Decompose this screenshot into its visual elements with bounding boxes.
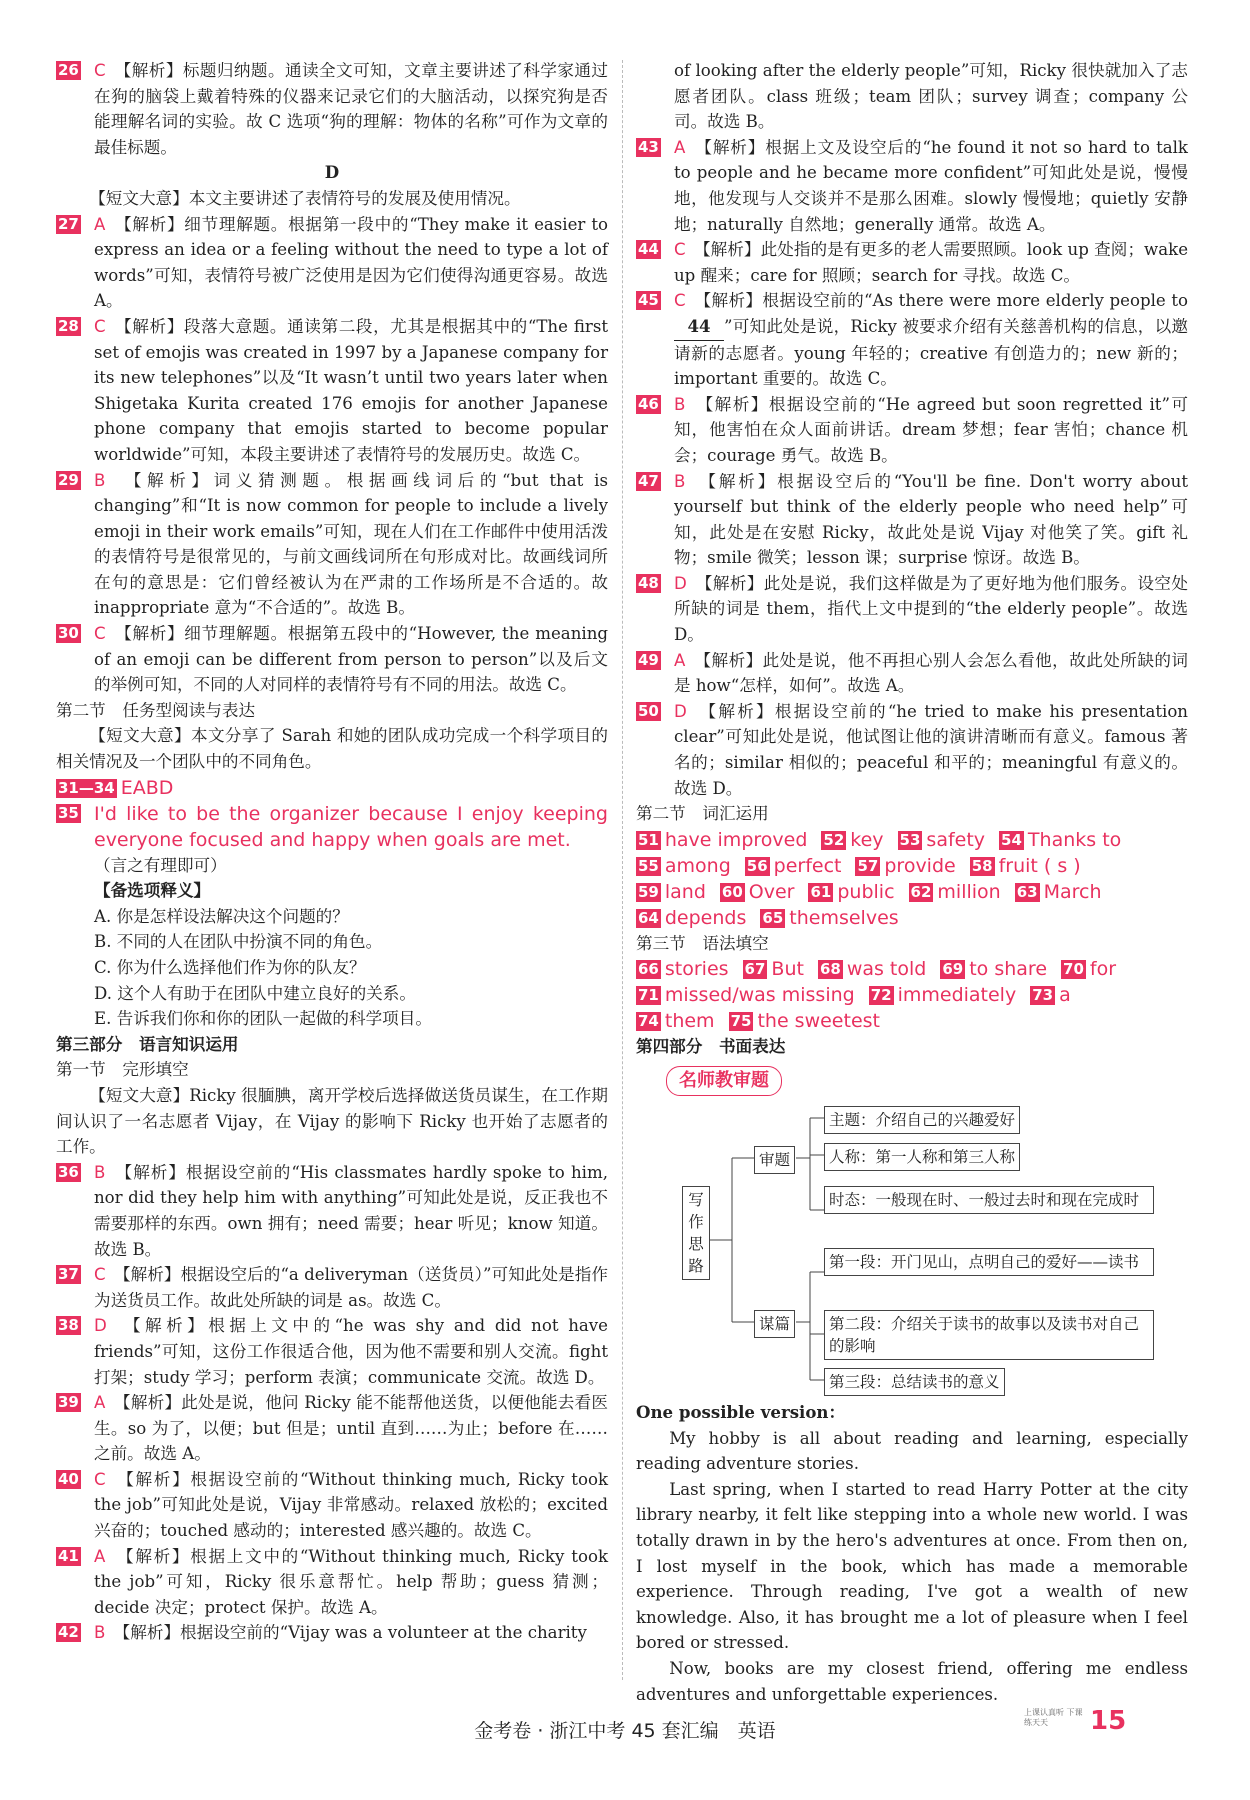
answer-43 [636, 135, 1188, 237]
answer-29 [56, 468, 608, 622]
answer-item [720, 881, 795, 903]
answer-item [970, 855, 1081, 877]
answer-letter: B [94, 470, 106, 490]
answer-letter: A [674, 137, 686, 157]
question-number: 53 [899, 830, 921, 849]
answer-text: EABD [120, 776, 174, 799]
question-number: 55 [638, 856, 659, 875]
answer-letter: B [674, 471, 686, 491]
answer-explanation: 【解析】此处指的是有更多的老人需要照顾。look up 查阅；wake up 醒来；care for 照顾；search for 寻找。故选 C。 [674, 240, 1189, 285]
answer-letter: C [674, 291, 686, 311]
question-number: 71 [638, 986, 659, 1005]
answer-row [636, 827, 1188, 853]
answer-item [855, 855, 955, 877]
answer-text: safety [926, 828, 986, 851]
answer-text: key [850, 828, 884, 851]
essay-paragraph-1: My hobby is all about reading and learning, especially reading adventure stories. [636, 1428, 1188, 1474]
answer-explanation: 【解析】根据设空前的“Vijay was a volunteer at the charity [121, 1623, 587, 1643]
part-heading: 第三部分 语言知识运用 [56, 1033, 239, 1054]
answer-text: was told [846, 958, 927, 981]
section-heading: 第一节 完形填空 [56, 1060, 189, 1080]
answer-item [869, 984, 1017, 1006]
question-number: 58 [971, 856, 993, 875]
option-item: D. 这个人有助于在团队中建立良好的关系。 [94, 983, 416, 1003]
answer-letter: C [94, 1469, 106, 1489]
answer-48 [636, 571, 1188, 648]
answer-letter: A [94, 214, 106, 234]
answer-text: Over [748, 880, 795, 903]
question-number: 63 [1016, 882, 1038, 901]
question-number: 67 [744, 960, 766, 979]
section-heading: 第二节 任务型阅读与表达 [56, 700, 256, 720]
writing-mindmap [636, 1100, 1188, 1400]
question-number: 50 [638, 701, 659, 720]
answer-explanation: 【解析】根据设空前的“His classmates hardly spoke to him, nor did they help him with anything”可知此处是说，反正我也不需要那样的东西。own 拥有；need 需要；hear 听见；know 知道。故选 B。 [94, 1162, 608, 1259]
answer-text: Thanks to [1027, 828, 1122, 851]
answer-text: a [1059, 984, 1071, 1007]
answer-item [909, 881, 1001, 903]
right-column [636, 58, 1188, 1707]
question-number: 27 [58, 214, 79, 233]
question-number: 60 [721, 882, 743, 901]
answer-explanation: 【解析】根据上文中的“he was shy and did not have friends”可知，这份工作很适合他，因为他不需要和别人交流。fight 打架；study 学习；perform 表演；communicate 交流。故选 D。 [94, 1316, 608, 1387]
answer-47 [636, 469, 1188, 571]
question-number: 75 [730, 1012, 752, 1031]
essay-paragraph-3: Now, books are my closest friend, offering me endless adventures and unforgettable experiences. [636, 1658, 1188, 1704]
answer-text: I'd like to be the organizer because I enjoy keeping everyone focused and happy when goals are met. [94, 802, 608, 851]
mindmap-leaf-para2: 第二段：介绍关于读书的故事以及读书对自己的影响 [824, 1310, 1154, 1360]
answer-letter: B [94, 1162, 106, 1182]
question-number: 73 [1032, 986, 1054, 1005]
answer-explanation: 【解析】根据上文及设空后的“he found it not so hard to talk to people and he became more confident”可知此处是说，慢慢地，他发现与人交谈并不是那么困难。slowly 慢慢地；quietly 安静地；naturally 自然地；generally 通常。故选 A。 [674, 137, 1188, 234]
answer-42 [56, 1620, 608, 1646]
question-number: 70 [1063, 960, 1084, 979]
answer-text: among [664, 854, 731, 877]
part-heading: D [324, 162, 340, 183]
question-number: 43 [638, 137, 659, 156]
column-divider [622, 60, 623, 1680]
question-number: 45 [638, 291, 659, 310]
answer-text: missed/was missing [664, 984, 855, 1007]
question-number: 39 [58, 1393, 79, 1412]
answer-38 [56, 1313, 608, 1390]
answer-28 [56, 314, 608, 468]
answer-31-34 [56, 775, 608, 801]
answer-row [636, 982, 1188, 1008]
answer-46 [636, 392, 1188, 469]
answer-explanation: 【解析】根据设空后的“You'll be fine. Don't worry about yourself but think of the elderly people who need help”可知，此处是在安慰 Ricky，故此处是说 Vijay 对他笑了笑。gift 礼物；smile 微笑；lesson 课；surprise 惊讶。故选 B。 [674, 471, 1189, 568]
answer-item [898, 829, 986, 851]
answer-text: immediately [897, 984, 1017, 1007]
question-number: 47 [638, 471, 659, 490]
blank-reference: 44 [674, 314, 724, 341]
answer-text: the sweetest [757, 1010, 880, 1033]
question-number: 54 [1001, 830, 1022, 849]
answer-explanation: 【解析】根据设空后的“a deliveryman（送货员）”可知此处是指作为送货员工作。故此处所缺的词是 as。故选 C。 [94, 1265, 609, 1310]
answer-item [940, 958, 1047, 980]
answer-36 [56, 1160, 608, 1262]
question-number: 74 [638, 1012, 659, 1031]
question-number: 52 [823, 830, 845, 849]
answer-letter: B [674, 394, 686, 414]
question-number: 35 [58, 803, 79, 822]
answer-explanation: 【解析】此处是说，他问 Ricky 能不能帮他送货，以便他能去看医生。so 为了，以便；but 但是；until 直到……为止；before 在……之前。故选 A。 [94, 1393, 608, 1464]
question-number: 40 [58, 1469, 79, 1488]
question-number: 69 [942, 960, 964, 979]
section-heading: 第二节 词汇运用 [636, 804, 769, 824]
answer-explanation: 【解析】细节理解题。根据第一段中的“They make it easier to express an idea or a feeling without the need to type a lot of words”可知，表情符号被广泛使用是因为它们使得沟通更容易。故选 A。 [94, 214, 609, 311]
question-number: 30 [58, 624, 79, 643]
mindmap-leaf-para1: 第一段：开门见山，点明自己的爱好——读书 [824, 1248, 1154, 1276]
options-title: 【备选项释义】 [94, 880, 211, 901]
answer-letter: C [94, 316, 106, 336]
answer-40 [56, 1467, 608, 1544]
mindmap-leaf-person: 人称：第一人称和第三人称 [824, 1143, 1020, 1171]
mindmap-branch-review: 审题 [754, 1146, 795, 1174]
mindmap-leaf-para3: 第三段：总结读书的意义 [824, 1368, 1005, 1396]
answer-45 [636, 288, 1188, 391]
question-number: 59 [638, 882, 659, 901]
mindmap-branch-structure: 谋篇 [754, 1310, 795, 1338]
answer-explanation: 【解析】根据设空前的“Without thinking much, Ricky took the job”可知此处是说，Vijay 非常感动。relaxed 放松的；excited 兴奋的；touched 感动的；interested 感兴趣的。故选 C。 [94, 1469, 609, 1541]
section-heading: 第三节 语法填空 [636, 933, 769, 953]
option-item: E. 告诉我们你和你的团队一起做的科学项目。 [94, 1009, 432, 1029]
answer-item [636, 829, 807, 851]
question-number: 28 [58, 316, 79, 335]
answer-item [1061, 958, 1116, 980]
answer-item [636, 984, 855, 1006]
answer-letter: C [94, 61, 106, 80]
question-number: 26 [58, 61, 79, 79]
answer-text: themselves [789, 906, 899, 929]
question-number: 51 [638, 830, 659, 849]
version-title: One possible version： [636, 1402, 846, 1422]
answer-text: public [837, 880, 895, 903]
grammar-answers [636, 956, 1188, 1034]
answer-explanation: 【解析】标题归纳题。通读全文可知，文章主要讲述了科学家通过在狗的脑袋上戴着特殊的仪器来记录它们的大脑活动，以探究狗是否能理解名词的实验。故 C 选项“狗的理解：物体的名称”可作为文章的最佳标题。 [94, 61, 608, 157]
answer-explanation: ”可知此处是说，Ricky 被要求介绍有关慈善机构的信息，以邀请新的志愿者。young 年轻的；creative 有创造力的；new 新的；important 重要的。故选 C。 [674, 316, 1188, 389]
answer-letter: A [94, 1393, 106, 1413]
question-number: 64 [638, 908, 659, 927]
answer-note: （言之有理即可） [94, 855, 227, 875]
answer-text: depends [664, 906, 747, 929]
question-number: 44 [638, 240, 659, 259]
answer-item [1015, 881, 1102, 903]
answer-item [808, 881, 894, 903]
question-number: 46 [638, 394, 659, 413]
answer-letter: A [674, 650, 686, 670]
answer-text: But [771, 958, 804, 981]
question-number: 61 [810, 882, 832, 901]
footer-tagline: 上课认真听 下课练天天 [1024, 1708, 1083, 1727]
question-number: 29 [58, 470, 79, 489]
answer-explanation: 【解析】此处是说，我们这样做是为了更好地为他们服务。设空处所缺的词是 them，指代上文中提到的“the elderly people”。故选 D。 [674, 573, 1188, 645]
answer-row [636, 879, 1188, 905]
answer-text: million [937, 880, 1001, 903]
question-number: 31—34 [58, 778, 115, 797]
summary-text: 【短文大意】Ricky 很腼腆，离开学校后选择做送货员谋生，在工作期间认识了一名志愿者 Vijay，在 Vijay 的影响下 Ricky 也开始了志愿者的工作。 [56, 1085, 608, 1157]
answer-text: perfect [773, 854, 842, 877]
answer-item [636, 855, 731, 877]
answer-item [999, 829, 1121, 851]
answer-explanation: 【解析】根据设空前的“As there were more elderly people to [702, 291, 1188, 311]
answer-37 [56, 1262, 608, 1313]
teacher-tips-badge: 名师教审题 [666, 1066, 782, 1096]
option-item: B. 不同的人在团队中扮演不同的角色。 [94, 932, 383, 952]
answer-50 [636, 699, 1188, 801]
question-number: 49 [638, 650, 659, 669]
answer-item [821, 829, 883, 851]
answer-text: land [664, 880, 706, 903]
answer-item [760, 907, 898, 929]
answer-row [636, 905, 1188, 931]
answer-44 [636, 237, 1188, 288]
part-heading: 第四部分 书面表达 [636, 1036, 786, 1057]
answer-item [636, 881, 706, 903]
summary-text: 【短文大意】本文主要讲述了表情符号的发展及使用情况。 [89, 188, 521, 208]
answer-item [729, 1010, 880, 1032]
answer-letter: C [94, 1265, 106, 1285]
question-number: 36 [58, 1162, 79, 1181]
answer-explanation: 【解析】段落大意题。通读第二段，尤其是根据其中的“The first set of emojis was created in 1997 by a Japanese company for its new telephones”以及“It wasn’t until two years later when Shigetaka Kurita created 176 emojis for another Japanese phone company that emojis started to become popular worldwide”可知，本段主要讲述了表情符号的发展历史。故选 C。 [94, 316, 609, 464]
question-number: 65 [762, 908, 784, 927]
question-number: 68 [819, 960, 841, 979]
answer-row [636, 853, 1188, 879]
mindmap-root: 写作思路 [682, 1186, 710, 1280]
question-number: 62 [910, 882, 932, 901]
options-list [56, 904, 608, 1032]
answer-explanation: 【解析】根据设空前的“he tried to make his presentation clear”可知此处是说，他试图让他的演讲清晰而有意义。famous 著名的；similar 相似的；peaceful 和平的；meaningful 有意义的。故选 D。 [674, 701, 1188, 798]
option-item: C. 你为什么选择他们作为你的队友？ [94, 958, 366, 977]
mindmap-leaf-tense: 时态：一般现在时、一般过去时和现在完成时 [824, 1186, 1154, 1214]
answer-explanation: 【解析】根据设空前的“He agreed but soon regretted it”可知，他害怕在众人面前讲话。dream 梦想；fear 害怕；chance 机会；courage 勇气。故选 B。 [674, 394, 1188, 465]
answer-30 [56, 621, 608, 698]
answer-text: provide [884, 854, 956, 877]
answer-41 [56, 1544, 608, 1621]
answer-text: stories [664, 958, 729, 981]
option-item: A. 你是怎样设法解决这个问题的？ [94, 906, 349, 926]
answer-explanation: 【解析】根据上文中的“Without thinking much, Ricky took the job”可知，Ricky 很乐意帮忙。help 帮助；guess 猜测；decide 决定；protect 保护。故选 A。 [94, 1546, 608, 1617]
answer-letter: A [94, 1546, 106, 1566]
question-number: 66 [638, 960, 659, 979]
answer-text: have improved [664, 828, 808, 851]
answer-letter: B [94, 1623, 106, 1643]
answer-item [745, 855, 842, 877]
left-column [56, 58, 608, 1646]
answer-35 [56, 801, 608, 853]
essay-paragraph-2: Last spring, when I started to read Harry Potter at the city library nearby, it felt like stepping into a whole new world. I was totally drawn in by the hero's adventures at once. From then on, I lost myself in the book, which has made a memorable experience. Through reading, I've got a wealth of new knowledge. Also, it has brought me a lot of pleasure when I feel bored or stressed. [636, 1479, 1188, 1653]
answer-27 [56, 212, 608, 314]
answer-text: to share [969, 958, 1048, 981]
answer-text: March [1043, 880, 1102, 903]
answer-letter: C [94, 624, 106, 644]
question-number: 42 [58, 1623, 79, 1642]
answer-item [636, 907, 746, 929]
summary-text: 【短文大意】本文分享了 Sarah 和她的团队成功完成一个科学项目的相关情况及一个团队中的不同角色。 [56, 726, 608, 772]
question-number: 48 [638, 573, 659, 592]
answer-item [1030, 984, 1071, 1006]
question-number: 41 [58, 1546, 79, 1565]
answer-row [636, 1008, 1188, 1034]
answer-explanation: 【解析】细节理解题。根据第五段中的“However, the meaning of an emoji can be different from person to person”以及后文的举例可知，不同的人对同样的表情符号有不同的用法。故选 C。 [94, 624, 608, 695]
answer-letter: D [94, 1316, 107, 1336]
answer-row [636, 956, 1188, 982]
answer-item [818, 958, 926, 980]
answer-item [743, 958, 804, 980]
answer-explanation: 【解析】词义猜测题。根据画线词后的“but that is changing”和“It is now common for people to include a lively emoji in their work emails”可知，现在人们在工作邮件中使用活泼的表情符号是很常见的，与前文画线词所在句形成对比。故画线词所在句的意思是：它们曾经被认为在严肃的工作场所是不合适的。故 inappropriate 意为“不合适的”。故选 B。 [94, 470, 608, 618]
answer-text: for [1089, 958, 1117, 981]
answer-explanation: 【解析】此处是说，他不再担心别人会怎么看他，故此处所缺的词是 how“怎样，如何”。故选 A。 [674, 650, 1188, 696]
answer-letter: D [674, 701, 687, 721]
answer-text: fruit ( s ) [998, 854, 1081, 877]
question-number: 72 [870, 986, 892, 1005]
question-number: 38 [58, 1316, 79, 1335]
answer-49 [636, 648, 1188, 699]
question-number: 56 [746, 856, 768, 875]
answer-letter: C [674, 240, 686, 260]
vocabulary-answers [636, 827, 1188, 931]
answer-text: them [664, 1010, 715, 1033]
answer-39 [56, 1390, 608, 1467]
answer-letter: D [674, 573, 687, 593]
mindmap-leaf-topic: 主题：介绍自己的兴趣爱好 [824, 1106, 1020, 1134]
page-number: 15 [1090, 1706, 1127, 1736]
answer-42-continued: of looking after the elderly people”可知，Ricky 很快就加入了志愿者团队。class 班级；team 团队；survey 调查；company 公司。故选 B。 [674, 61, 1188, 132]
question-number: 57 [857, 856, 879, 875]
question-number: 37 [58, 1265, 79, 1284]
answer-item [636, 1010, 715, 1032]
answer-item [636, 958, 729, 980]
answer-26 [56, 58, 608, 160]
footer-title: 金考卷 · 浙江中考 45 套汇编 英语 [474, 1720, 776, 1742]
